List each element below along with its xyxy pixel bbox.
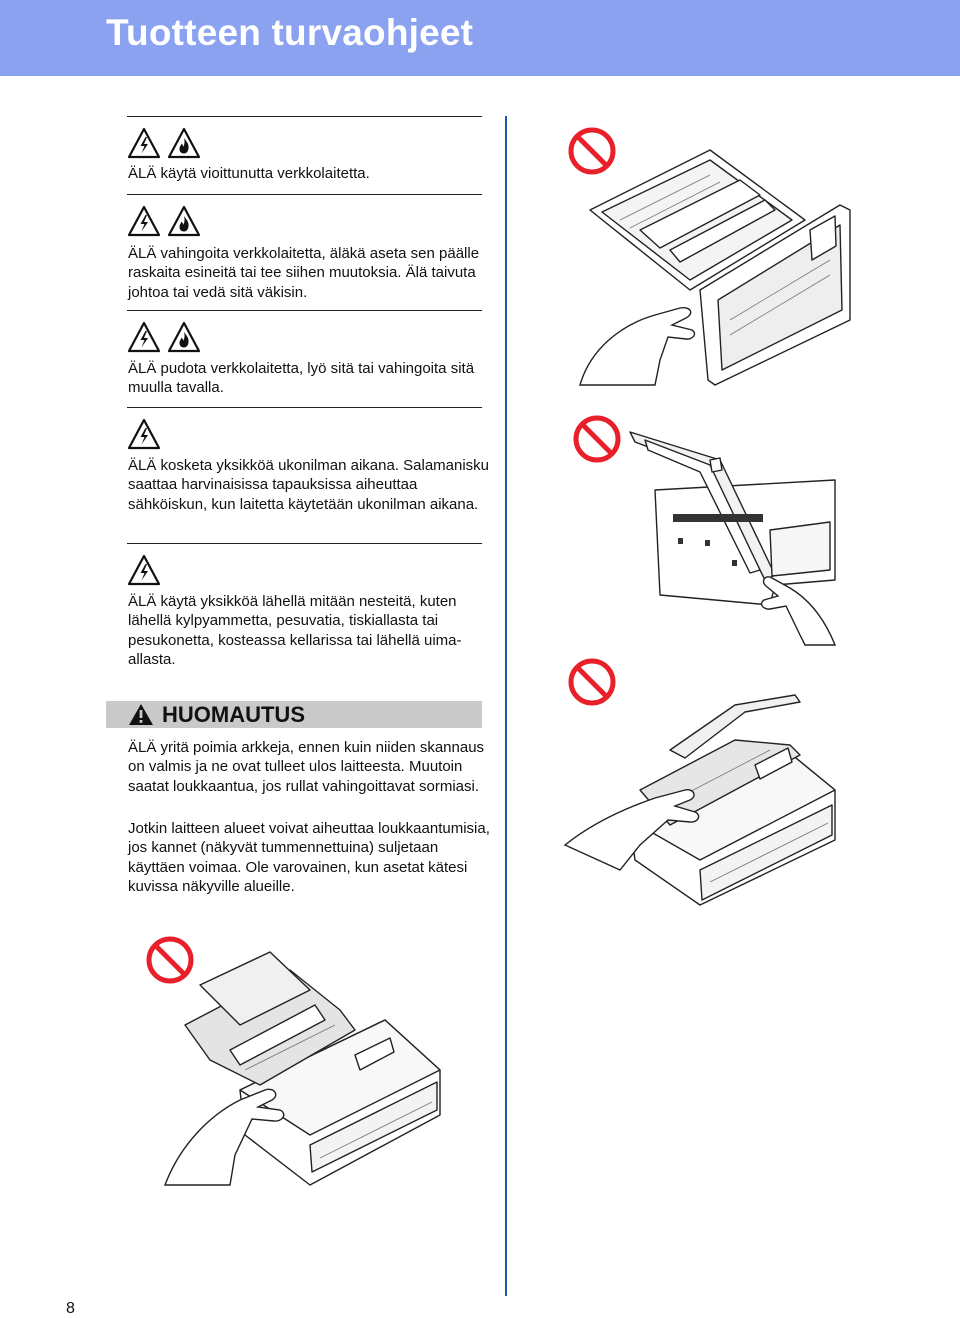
caution-text: Jotkin laitteen alueet voivat aiheuttaa loukkaantumisia, jos kannet (näkyvät tummennettuina) suljetaan käyttäen voimaa. Ole varovainen, kun asetat kätesi kuvissa näkyville alueille. (128, 820, 490, 896)
electric-hazard-icon (127, 126, 161, 160)
warning-icons (127, 417, 161, 451)
fire-hazard-icon (167, 204, 201, 238)
electric-hazard-icon (127, 204, 161, 238)
warning-text: ÄLÄ kosketa yksikköä ukonilman aikana. Salamanisku saattaa harvinaisissa tapauksissa aiheuttaa sähköiskun, kun laitetta käytetään ukonilman aikana. (128, 457, 490, 513)
page-title: Tuotteen turvaohjeet (106, 12, 474, 53)
page-header (0, 0, 960, 76)
electric-hazard-icon (127, 320, 161, 354)
warning-icons (127, 320, 201, 354)
warning-text: ÄLÄ käytä yksikköä lähellä mitään nesteitä, kuten lähellä kylpyammetta, pesuvatia, tiskiallasta tai pesukonetta, kosteassa kellarissa tai lähellä uima-allasta. (128, 593, 462, 669)
prohibition-icon (576, 418, 618, 460)
scanner-bottom-illustration (140, 930, 450, 1190)
prohibition-icon (571, 130, 613, 172)
fire-hazard-icon (167, 126, 201, 160)
section-rule (127, 116, 482, 117)
warning-text: ÄLÄ käytä vioittunutta verkkolaitetta. (128, 165, 370, 182)
page-number: 8 (66, 1300, 75, 1317)
scanner-open-illustration (560, 120, 860, 390)
warning-text: ÄLÄ pudota verkkolaitetta, lyö sitä tai vahingoita sitä muulla tavalla. (128, 360, 475, 397)
column-divider (505, 116, 507, 1296)
warning-icons (127, 553, 161, 587)
scanner-side-illustration (560, 410, 860, 650)
prohibition-icon (149, 939, 191, 981)
electric-hazard-icon (127, 553, 161, 587)
section-rule (127, 407, 482, 408)
caution-text: ÄLÄ yritä poimia arkkeja, ennen kuin niiden skannaus on valmis ja ne ovat tulleet ulos laitteesta. Muutoin saatat loukkaantua, jos rullat vahingoittavat sormiasi. (128, 739, 485, 795)
warning-icons (127, 204, 201, 238)
caution-label: HUOMAUTUS (162, 702, 305, 727)
scanner-top-illustration (560, 650, 860, 910)
warning-icons (127, 126, 201, 160)
prohibition-icon (571, 661, 613, 703)
caution-banner (106, 701, 482, 728)
electric-hazard-icon (127, 417, 161, 451)
fire-hazard-icon (167, 320, 201, 354)
section-rule (127, 194, 482, 195)
warning-text: ÄLÄ vahingoita verkkolaitetta, äläkä aseta sen päälle raskaita esineitä tai tee siihen muutoksia. Älä taivuta johtoa tai vedä sitä väkisin. (128, 245, 480, 301)
section-rule (127, 310, 482, 311)
section-rule (127, 543, 482, 544)
caution-triangle-icon (128, 703, 154, 726)
